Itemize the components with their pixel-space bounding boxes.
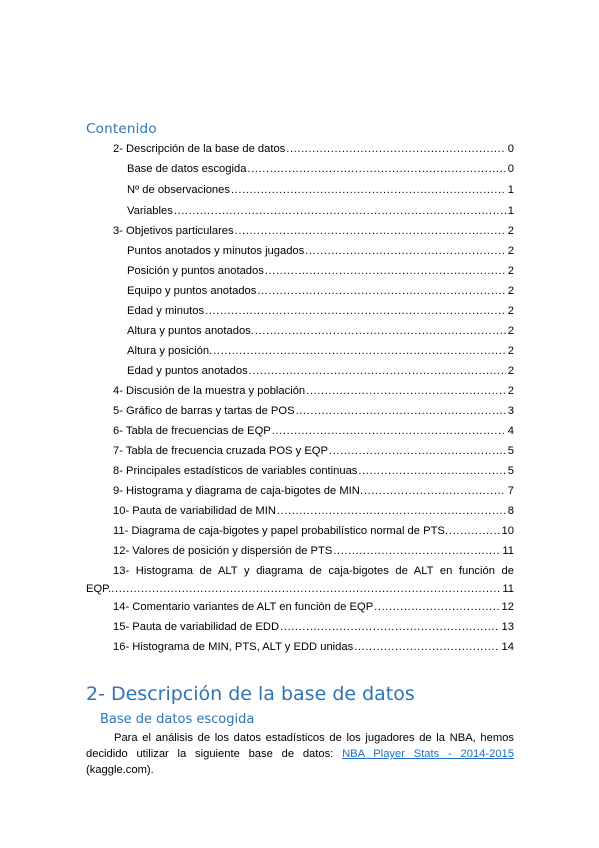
- toc-leader: [296, 402, 506, 420]
- toc-page-number: 3: [507, 405, 514, 417]
- toc-entry[interactable]: [113, 502, 514, 520]
- toc-page-number: 13: [501, 621, 514, 633]
- toc-leader: [249, 362, 506, 380]
- toc-entry-label: Base de datos escogida: [127, 163, 247, 175]
- toc-page-number: 2: [507, 345, 514, 357]
- toc-leader: [358, 462, 505, 480]
- toc-page-number: 4: [507, 425, 514, 437]
- toc-page-number: 8: [507, 505, 514, 517]
- toc-page-number: 12: [501, 601, 514, 613]
- toc-entry[interactable]: [113, 618, 514, 636]
- toc-leader: [174, 202, 506, 220]
- toc-leader: [306, 382, 506, 400]
- toc-entry[interactable]: [113, 482, 514, 500]
- toc-entry-label: 9- Histograma y diagrama de caja-bigotes de MIN.: [113, 485, 363, 497]
- toc-entry[interactable]: [113, 598, 514, 616]
- toc-leader: [449, 522, 500, 540]
- toc-page-number: 2: [507, 285, 514, 297]
- toc-entry-label: 5- Gráfico de barras y tartas de POS: [113, 405, 295, 417]
- toc-page-number: 2: [507, 225, 514, 237]
- toc-leader: [374, 598, 499, 616]
- toc-leader: [333, 542, 500, 560]
- toc-entry-label: Equipo y puntos anotados: [127, 285, 257, 297]
- toc-entry[interactable]: [113, 462, 514, 480]
- subsection-heading: Base de datos escogida: [100, 712, 255, 727]
- toc-entry[interactable]: [113, 222, 514, 240]
- toc-entry-label: 3- Objetivos particulares: [113, 225, 234, 237]
- toc-page-number: 10: [501, 525, 514, 537]
- toc-leader: [247, 160, 505, 178]
- paragraph-text-tail: (kaggle.com).: [86, 764, 154, 776]
- toc-entry[interactable]: [113, 522, 514, 540]
- toc-leader: [235, 222, 506, 240]
- toc-entry-label: Edad y minutos: [127, 305, 205, 317]
- toc-entry-label: 4- Discusión de la muestra y población: [113, 385, 306, 397]
- toc-entry-label: 10- Pauta de variabilidad de MIN: [113, 505, 276, 517]
- toc-leader: [257, 282, 505, 300]
- toc-page-number: 14: [501, 641, 514, 653]
- toc-leader: [265, 262, 506, 280]
- toc-page-number: 2: [507, 365, 514, 377]
- body-paragraph: [86, 730, 514, 778]
- toc-entry[interactable]: [127, 202, 514, 220]
- toc-entry[interactable]: [127, 282, 514, 300]
- toc-leader: [280, 618, 499, 636]
- toc-leader: [277, 502, 506, 520]
- toc-entry-label: 16- Histograma de MIN, PTS, ALT y EDD unidas: [113, 641, 354, 653]
- toc-leader: [231, 181, 506, 199]
- toc-entry[interactable]: [127, 242, 514, 260]
- toc-entry[interactable]: [127, 160, 514, 178]
- dataset-link[interactable]: NBA Player Stats - 2014-2015: [342, 748, 515, 760]
- toc-entry-label: 12- Valores de posición y dispersión de PTS: [113, 545, 333, 557]
- toc-page-number: 2: [507, 385, 514, 397]
- toc-page-number: 5: [507, 465, 514, 477]
- toc-page-number: 0: [507, 163, 514, 175]
- toc-entry[interactable]: [127, 362, 514, 380]
- toc-entry-label: Altura y posición.: [127, 345, 213, 357]
- toc-entry-label: Posición y puntos anotados: [127, 265, 264, 277]
- toc-page-number: 11: [502, 583, 514, 595]
- toc-entry[interactable]: [113, 140, 514, 158]
- section-heading: 2- Descripción de la base de datos: [86, 683, 415, 705]
- paragraph-text: Para el análisis de los datos estadísticos de los jugadores de la NBA, hemos decidido utilizar la siguiente base de datos:: [86, 732, 514, 760]
- toc-page-number: 2: [507, 265, 514, 277]
- toc-entry[interactable]: [127, 322, 514, 340]
- toc-entry-label: 14- Comentario variantes de ALT en función de EQP: [113, 601, 374, 613]
- toc-entry[interactable]: [113, 402, 514, 420]
- toc-entry-label: Edad y puntos anotados: [127, 365, 248, 377]
- toc-entry[interactable]: [113, 638, 514, 656]
- toc-page-number: 2: [507, 325, 514, 337]
- toc-entry-label: Puntos anotados y minutos jugados: [127, 245, 305, 257]
- toc-leader: [213, 342, 506, 360]
- toc-entry-wrapped[interactable]: [86, 562, 514, 598]
- toc-leader: [354, 638, 499, 656]
- toc-page-number: 5: [507, 445, 514, 457]
- toc-leader: [111, 580, 500, 598]
- toc-page-number: 11: [502, 545, 514, 557]
- toc-page-number: 1: [507, 184, 514, 196]
- toc-leader: [272, 422, 506, 440]
- toc-page-number: 2: [507, 305, 514, 317]
- toc-entry-label: 6- Tabla de frecuencias de EQP: [113, 425, 271, 437]
- toc-heading: Contenido: [86, 121, 157, 137]
- toc-entry-label-line1: 13- Histograma de ALT y diagrama de caja-bigotes de ALT en función de: [113, 565, 514, 577]
- toc-entry-label: Altura y puntos anotados.: [127, 325, 254, 337]
- toc-entry[interactable]: [113, 422, 514, 440]
- toc-leader: [364, 482, 506, 500]
- toc-leader: [286, 140, 506, 158]
- toc-leader: [305, 242, 506, 260]
- toc-page-number: 1: [507, 205, 514, 217]
- toc-entry[interactable]: [127, 181, 514, 199]
- toc-entry-second-line: [86, 580, 514, 598]
- toc-entry-label: 7- Tabla de frecuencia cruzada POS y EQP: [113, 445, 328, 457]
- toc-entry[interactable]: [113, 542, 514, 560]
- toc-page-number: 7: [507, 485, 514, 497]
- toc-page-number: 0: [507, 143, 514, 155]
- toc-page-number: 2: [507, 245, 514, 257]
- toc-leader: [205, 302, 506, 320]
- toc-entry-label: 11- Diagrama de caja-bigotes y papel probabilístico normal de PTS.: [113, 525, 448, 537]
- toc-entry-label-line2: EQP.: [86, 583, 112, 595]
- toc-entry[interactable]: [127, 302, 514, 320]
- toc-entry-label: 2- Descripción de la base de datos: [113, 143, 286, 155]
- toc-entry-label: 15- Pauta de variabilidad de EDD: [113, 621, 280, 633]
- toc-leader: [329, 442, 506, 460]
- toc-entry-label: 8- Principales estadísticos de variables continuas: [113, 465, 358, 477]
- toc-entry-label: Variables: [127, 205, 173, 217]
- toc-entry[interactable]: [127, 262, 514, 280]
- toc-leader: [255, 322, 506, 340]
- toc-entry[interactable]: [113, 382, 514, 400]
- toc-entry-label: Nº de observaciones: [127, 184, 230, 196]
- toc-entry[interactable]: [127, 342, 514, 360]
- toc-entry[interactable]: [113, 442, 514, 460]
